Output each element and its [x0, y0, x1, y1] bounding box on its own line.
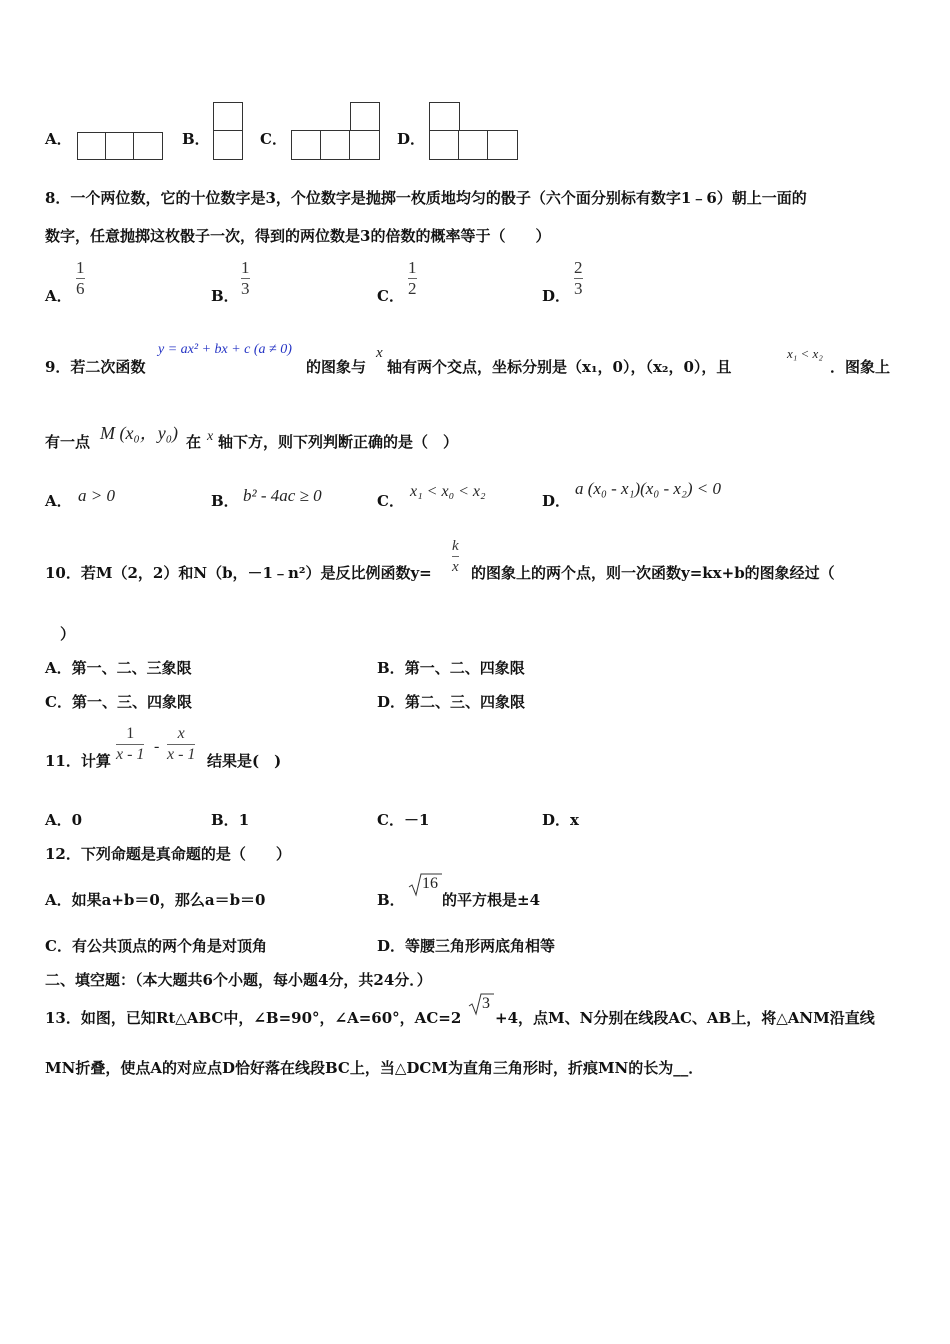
q8-option-c-fraction: $\frac{1}{2}$ — [408, 258, 417, 298]
q10-fraction-k-over-x: $\frac{k}{x}$ — [452, 538, 459, 575]
q9-line2-mid: 在 — [186, 433, 202, 451]
q10-stem-close: ） — [60, 625, 76, 643]
q11-option-b[interactable]: B．1 — [211, 811, 250, 829]
q12-option-c[interactable]: C．有公共顶点的两个角是对顶角 — [45, 937, 267, 955]
q8-option-c-label[interactable]: C． — [377, 287, 404, 305]
q11-stem-suffix: 结果是( ) — [207, 752, 282, 770]
q9-option-c-expr: x₁ < x₀ < x₂ — [410, 483, 486, 500]
q9-quadratic-function: y = ax² + bx + c (a ≠ 0) — [158, 342, 292, 357]
q13-stem-prefix: 13．如图，已知Rt△ABC中，∠B=90°，∠A=60°，AC=2 — [45, 1009, 462, 1027]
q9-stem-suffix: ．图象上 — [830, 358, 891, 376]
q10-stem-prefix: 10．若M（2，2）和N（b，－1﹣n²）是反比例函数y= — [45, 564, 432, 582]
q9-option-a-label[interactable]: A． — [45, 492, 72, 510]
q7-option-c-label[interactable]: C． — [260, 130, 287, 148]
q11-minus-sign: - — [154, 738, 160, 755]
q9-stem-mid2: 轴有两个交点，坐标分别是（x₁，0），（x₂，0），且 — [387, 358, 732, 376]
q12-option-b-text: 的平方根是±4 — [442, 891, 541, 909]
q9-option-a-expr: a > 0 — [78, 486, 115, 505]
q10-option-d[interactable]: D．第二、三、四象限 — [377, 693, 526, 711]
q9-condition: x₁ < x₂ — [787, 346, 823, 361]
q7-option-d-label[interactable]: D． — [397, 130, 426, 148]
q13-stem-suffix: +4，点M、N分别在线段AC、AB上，将△ANM沿直线 — [495, 1009, 875, 1027]
q7-option-a-label[interactable]: A． — [45, 130, 72, 148]
q12-sqrt-16 — [408, 872, 442, 898]
q9-option-b-label[interactable]: B． — [211, 492, 239, 510]
q9-line2-prefix: 有一点 — [45, 433, 91, 451]
q11-option-c[interactable]: C．－1 — [377, 811, 430, 829]
q10-option-c[interactable]: C．第一、三、四象限 — [45, 693, 192, 711]
q11-option-d[interactable]: D．x — [542, 811, 579, 829]
q11-option-a[interactable]: A．0 — [45, 811, 83, 829]
q8-option-b-fraction: $\frac{1}{3}$ — [241, 258, 250, 298]
q13-sqrt-3 — [468, 992, 494, 1016]
q12-option-b-label[interactable]: B． — [377, 891, 405, 909]
q9-stem-mid1: 的图象与 — [306, 358, 367, 376]
q12-radicand: 16 — [422, 875, 438, 892]
q9-option-d-expr: a (x₀ - x₁)(x₀ - x₂) < 0 — [575, 479, 722, 498]
q9-x-variable: x — [376, 345, 383, 361]
q9-line2-suffix: 轴下方，则下列判断正确的是（ ） — [218, 433, 459, 451]
q9-x-variable-2: x — [207, 429, 214, 444]
q8-stem-line2: 数字，任意抛掷这枚骰子一次，得到的两位数是3的倍数的概率等于（ ） — [45, 227, 551, 245]
q10-option-b[interactable]: B．第一、二、四象限 — [377, 659, 525, 677]
q11-fraction-1: $\frac{1}{x - 1}$ — [116, 725, 145, 763]
radical-sign-icon — [468, 992, 494, 1016]
q9-option-c-label[interactable]: C． — [377, 492, 404, 510]
q7-option-b-label[interactable]: B． — [182, 130, 210, 148]
q11-fraction-2: $\frac{x}{x - 1}$ — [167, 725, 196, 763]
q8-option-d-label[interactable]: D． — [542, 287, 571, 305]
q9-option-d-label[interactable]: D． — [542, 492, 571, 510]
q11-stem-prefix: 11．计算 — [45, 752, 111, 770]
q8-option-b-label[interactable]: B． — [211, 287, 239, 305]
q8-stem-line1: 8．一个两位数，它的十位数字是3，个位数字是抛掷一枚质地均匀的骰子（六个面分别标有数字1﹣6）朝上一面的 — [45, 189, 807, 207]
q8-option-a-label[interactable]: A． — [45, 287, 72, 305]
q13-radicand: 3 — [482, 995, 490, 1012]
q8-option-d-fraction: $\frac{2}{3}$ — [574, 258, 583, 298]
q9-option-b-expr: b² - 4ac ≥ 0 — [243, 486, 322, 505]
q12-stem: 12．下列命题是真命题的是（ ） — [45, 845, 291, 863]
q8-option-a-fraction: $\frac{1}{6}$ — [76, 258, 85, 298]
section-2-heading: 二、填空题：（本大题共6个小题，每小题4分，共24分．） — [45, 971, 432, 989]
q9-point-m: M (x₀，y₀) — [100, 423, 178, 443]
q13-stem-line2: MN折叠，使点A的对应点D恰好落在线段BC上，当△DCM为直角三角形时，折痕MN的长为__． — [45, 1059, 704, 1077]
q10-stem-suffix: 的图象上的两个点，则一次函数y=kx+b的图象经过（ — [471, 564, 835, 582]
q12-option-d[interactable]: D．等腰三角形两底角相等 — [377, 937, 556, 955]
q10-option-a[interactable]: A．第一、二、三象限 — [45, 659, 192, 677]
q12-option-a[interactable]: A．如果a+b＝0，那么a＝b＝0 — [45, 891, 266, 909]
q9-stem-prefix: 9．若二次函数 — [45, 358, 146, 376]
